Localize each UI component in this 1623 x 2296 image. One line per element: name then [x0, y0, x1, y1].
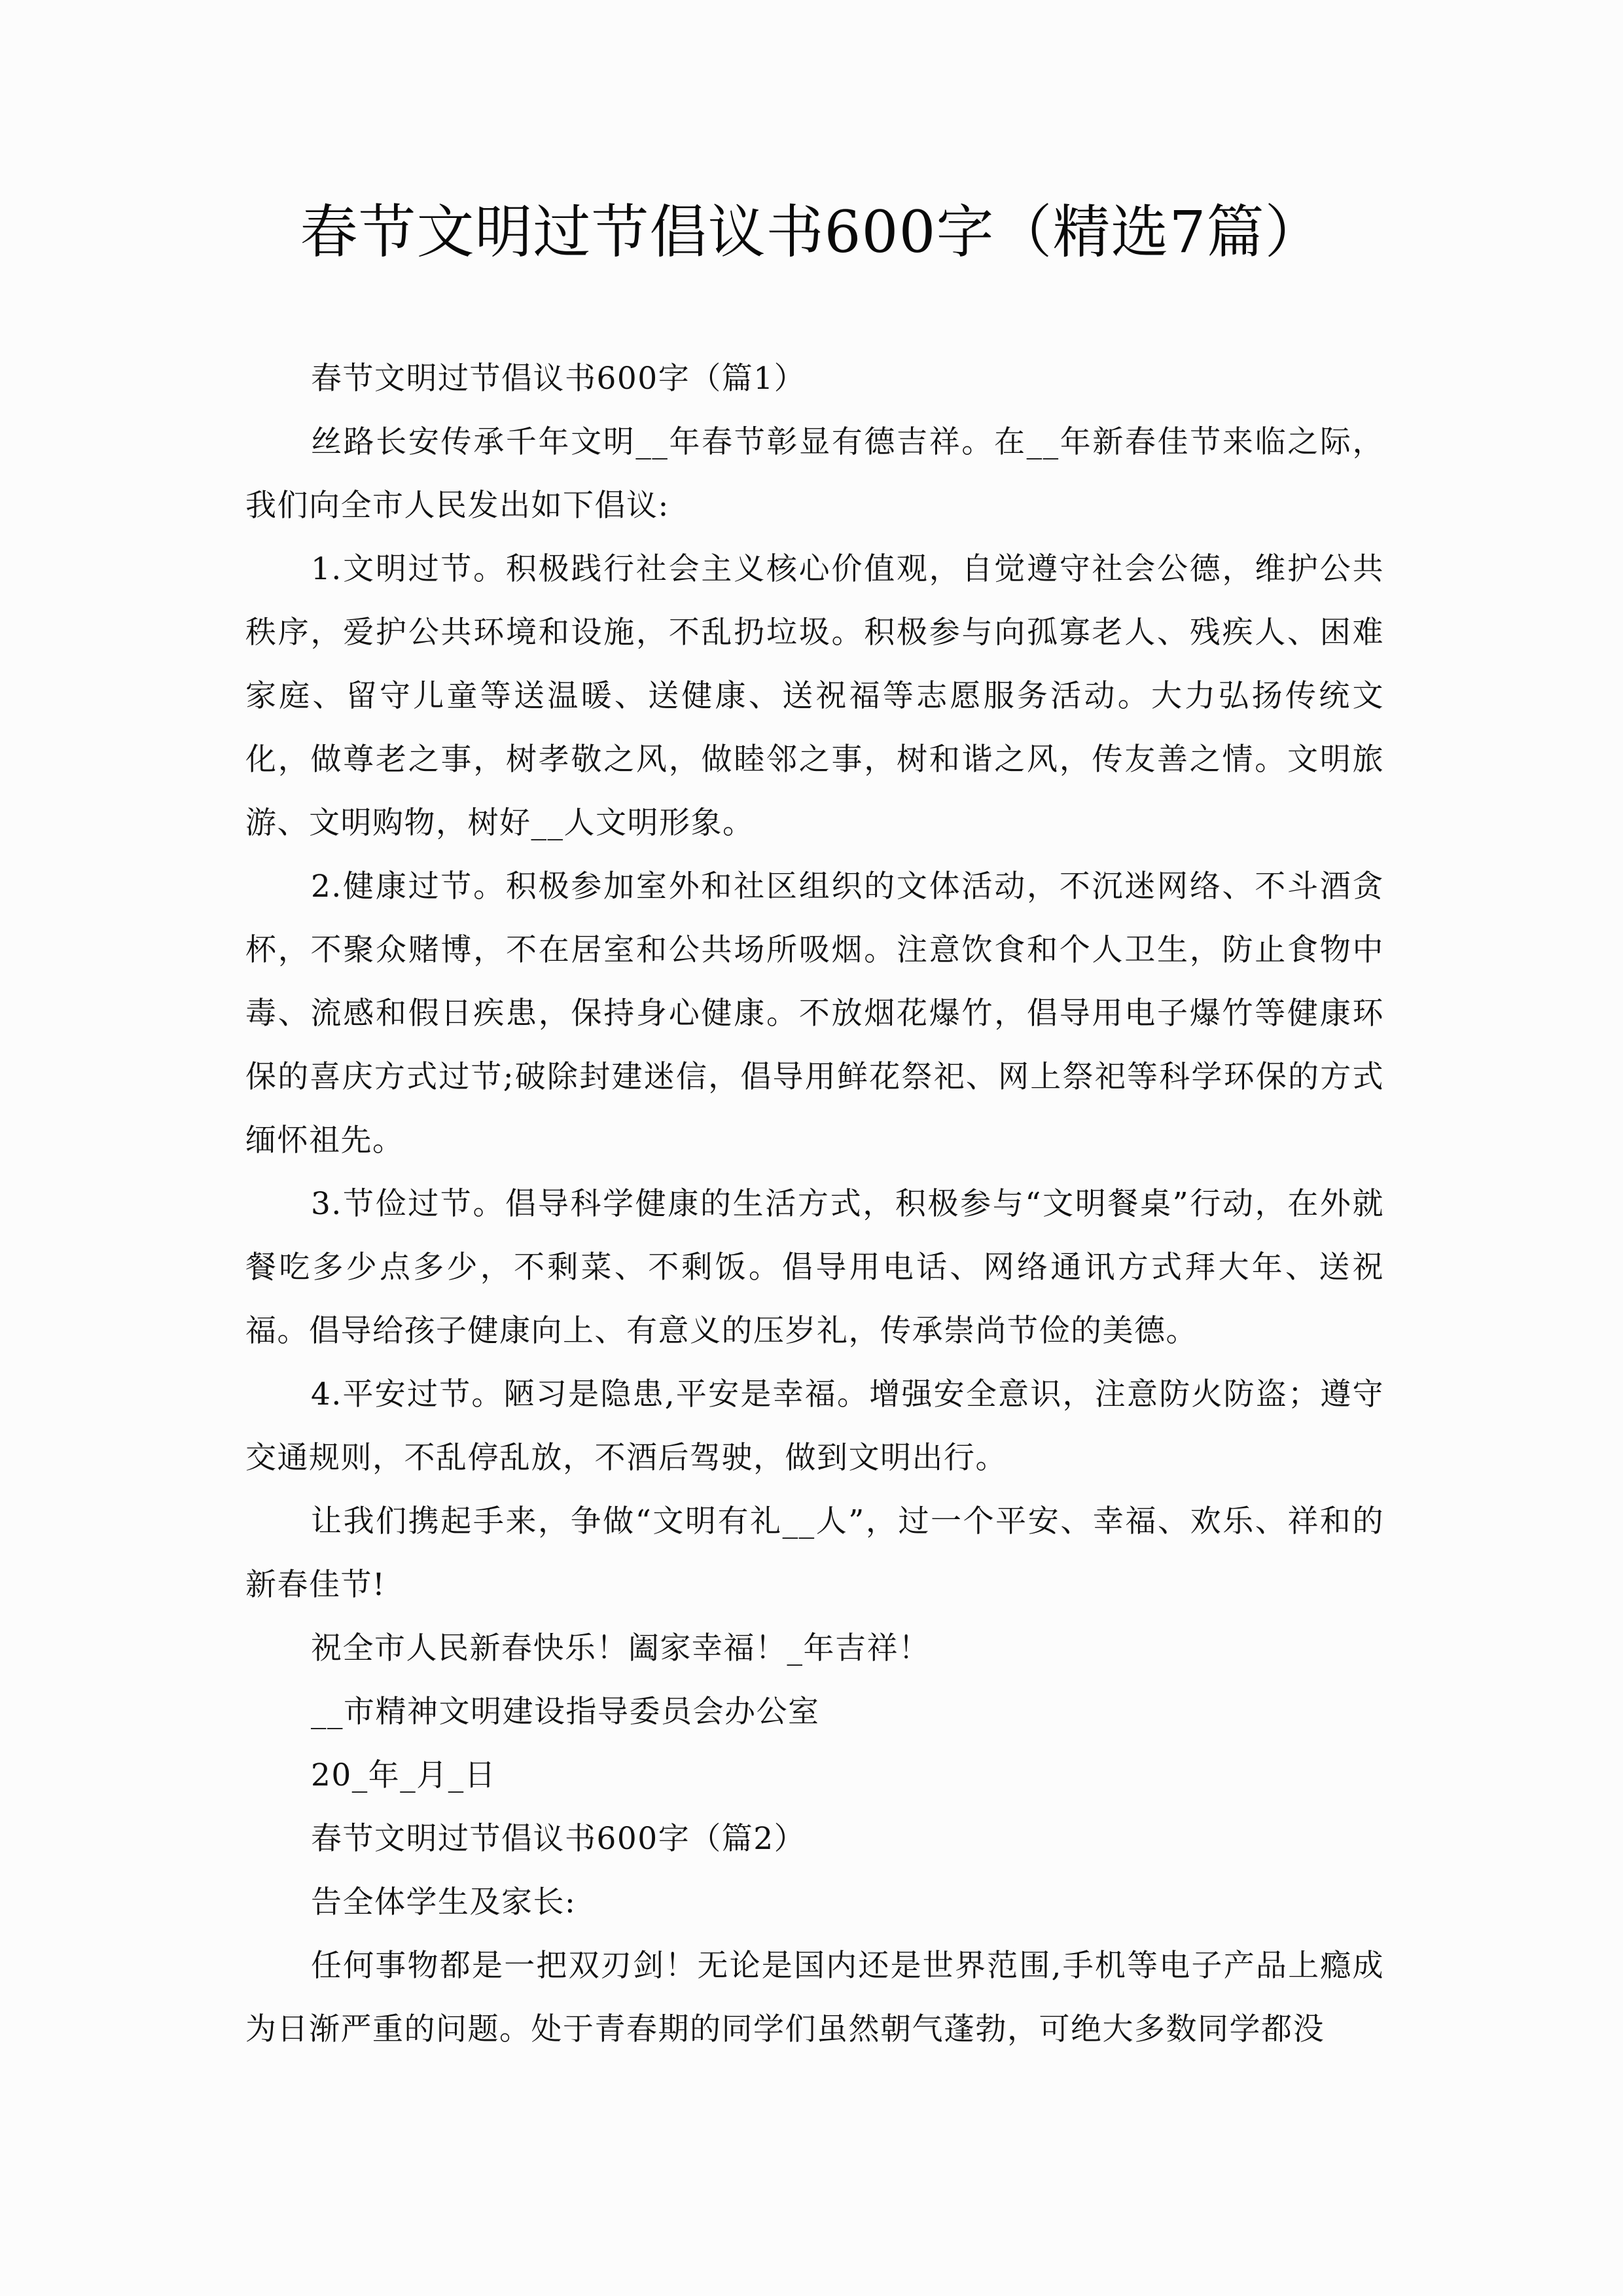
proposal-item-3: 3.节俭过节。倡导科学健康的生活方式，积极参与“文明餐桌”行动，在外就餐吃多少点多少，不剩菜、不剩饭。倡导用电话、网络通讯方式拜大年、送祝福。倡导给孩子健康向上、有意义的压岁礼，传承崇尚节俭的美德。 [245, 1186, 1384, 1349]
signature-office: __市精神文明建设指导委员会办公室 [311, 1694, 820, 1730]
proposal-item-4: 4.平安过节。陋习是隐患,平安是幸福。增强安全意识，注意防火防盗；遵守交通规则，不乱停乱放，不酒后驾驶，做到文明出行。 [245, 1376, 1384, 1476]
document-body [245, 347, 1384, 2061]
proposal-item-2: 2.健康过节。积极参加室外和社区组织的文体活动，不沉迷网络、不斗酒贪杯，不聚众赌博，不在居室和公共场所吸烟。注意饮食和个人卫生，防止食物中毒、流感和假日疾患，保持身心健康。不放烟花爆竹，倡导用电子爆竹等健康环保的喜庆方式过节;破除封建迷信，倡导用鲜花祭祀、网上祭祀等科学环保的方式缅怀祖先。 [245, 869, 1384, 1158]
section-heading-1: 春节文明过节倡议书600字（篇1） [311, 361, 806, 397]
closing-paragraph: 让我们携起手来，争做“文明有礼__人”，过一个平安、幸福、欢乐、祥和的新春佳节! [245, 1503, 1384, 1603]
salutation: 告全体学生及家长: [311, 1884, 577, 1920]
proposal-item-1: 1.文明过节。积极践行社会主义核心价值观，自觉遵守社会公德，维护公共秩序，爱护公共环境和设施，不乱扔垃圾。积极参与向孤寡老人、残疾人、困难家庭、留守儿童等送温暖、送健康、送祝福等志愿服务活动。大力弘扬传统文化，做尊老之事，树孝敬之风，做睦邻之事，树和谐之风，传友善之情。文明旅游、文明购物，树好__人文明形象。 [245, 551, 1384, 841]
signature-date: 20_年_月_日 [311, 1757, 497, 1793]
intro-paragraph: 丝路长安传承千年文明__年春节彰显有德吉祥。在__年新春佳节来临之际，我们向全市人民发出如下倡议: [245, 424, 1384, 524]
section-2-paragraph-1: 任何事物都是一把双刃剑！无论是国内还是世界范围,手机等电子产品上瘾成为日渐严重的问题。处于青春期的同学们虽然朝气蓬勃，可绝大多数同学都没 [245, 1948, 1384, 2047]
section-heading-2: 春节文明过节倡议书600字（篇2） [311, 1821, 806, 1857]
document-title: 春节文明过节倡议书600字（精选7篇） [300, 198, 1323, 266]
greeting-line: 祝全市人民新春快乐！阖家幸福！_年吉祥！ [311, 1630, 931, 1666]
